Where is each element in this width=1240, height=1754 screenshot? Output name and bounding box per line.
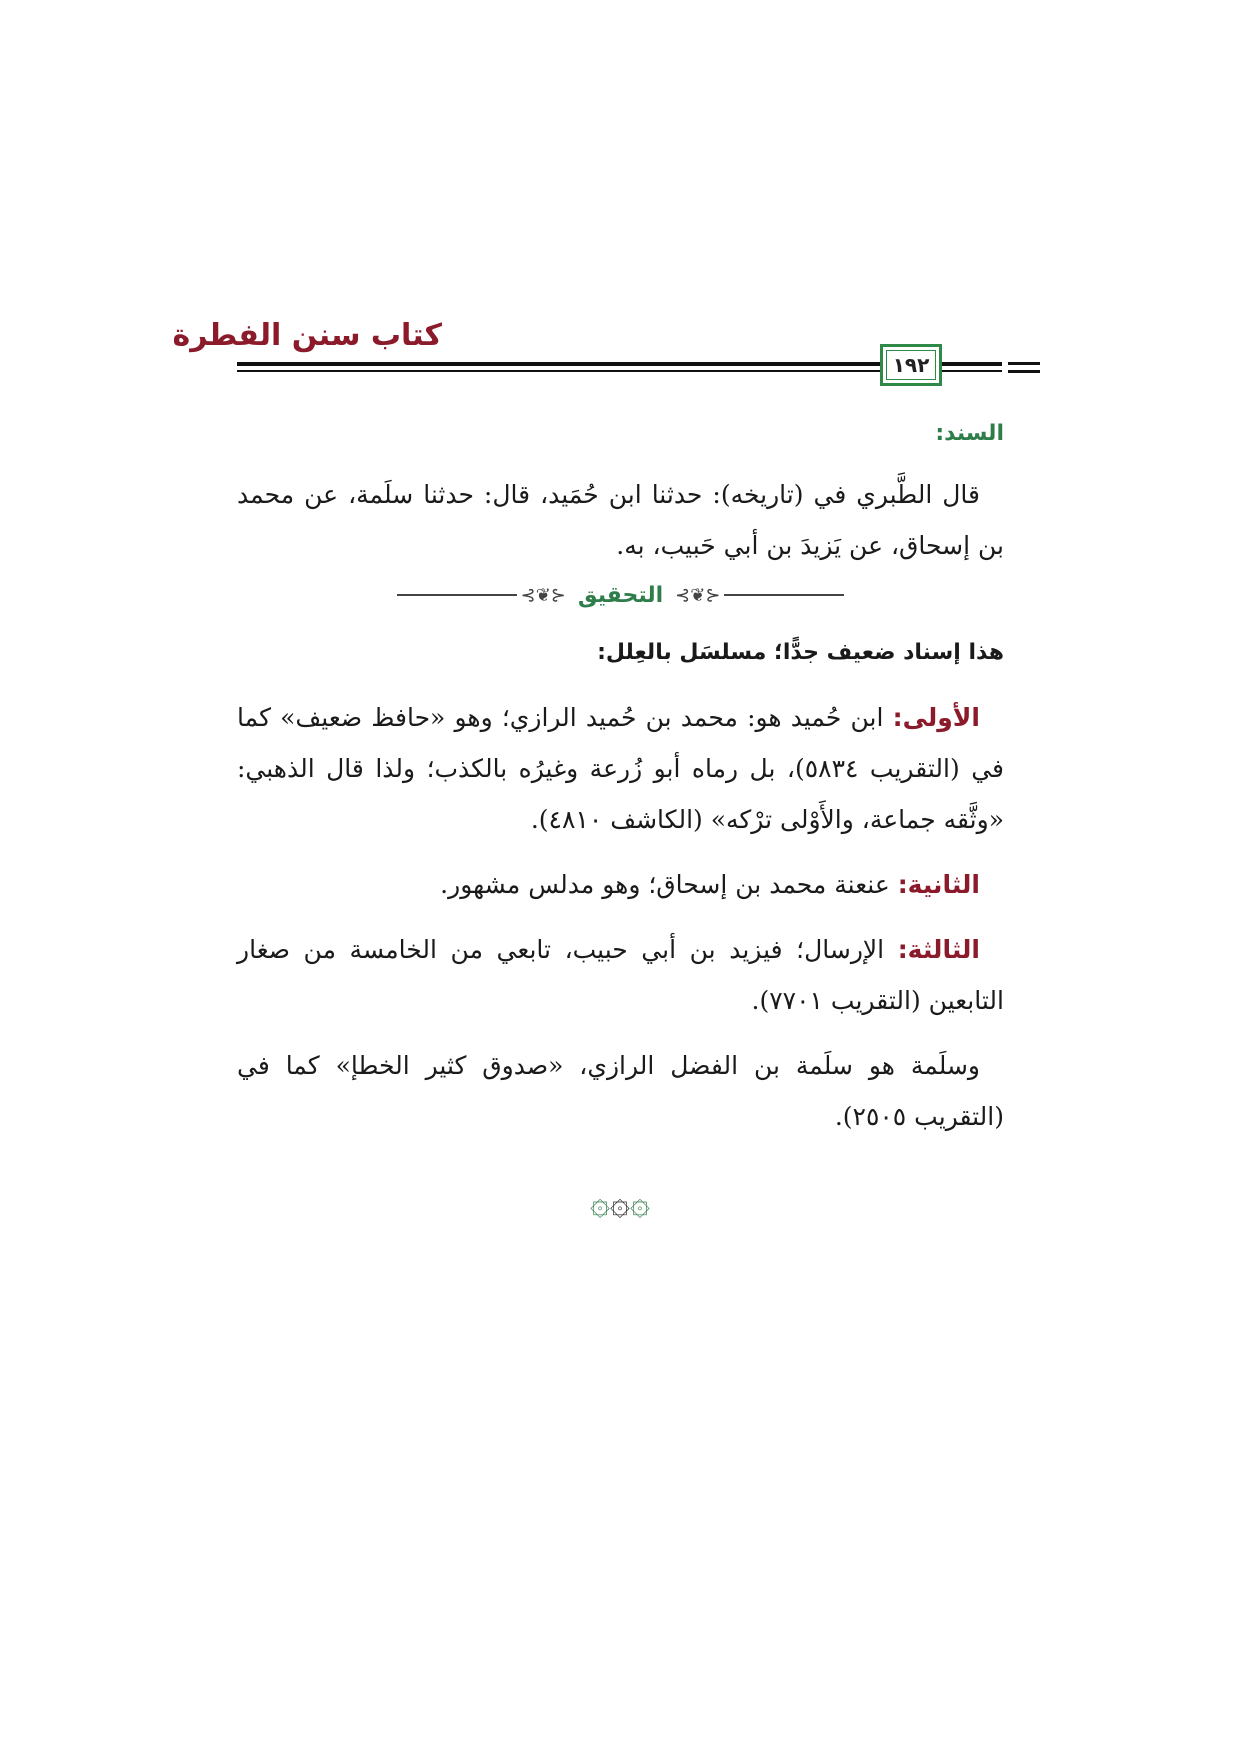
divider-line-left xyxy=(397,594,517,596)
tahqiq-label: التحقيق xyxy=(577,582,664,608)
point-text: الإرسال؛ فيزيد بن أبي حبيب، تابعي من الخامسة من صغار التابعين (التقريب ٧٧٠١). xyxy=(237,935,1004,1015)
scroll-ornament-icon: ⊰❦⊱ xyxy=(675,584,721,606)
point-label: الثانية: xyxy=(897,870,980,899)
note-paragraph: وسلَمة هو سلَمة بن الفضل الرازي، «صدوق كثير الخطإ» كما في (التقريب ٢٥٠٥). xyxy=(237,1051,1004,1131)
header-rule-end xyxy=(1008,362,1040,365)
point-label: الثالثة: xyxy=(897,935,980,964)
sanad-label-row xyxy=(237,408,1004,459)
point-text: ابن حُميد هو: محمد بن حُميد الرازي؛ وهو «حافظ ضعيف» كما في (التقريب ٥٨٣٤)، بل رماه أبو زُرعة وغيرُه بالكذب؛ ولذا قال الذهبي: «وثَّقه جماعة، والأَوْلى ترْكه» (الكاشف ٤٨١٠). xyxy=(237,703,1004,834)
page-number: ١٩٢ xyxy=(892,353,930,377)
point-first xyxy=(237,692,1004,845)
book-title: كتاب سنن الفطرة xyxy=(172,318,442,353)
tahqiq-heading: هذا إسناد ضعيف جدًّا؛ مسلسَل بالعِلل: xyxy=(597,640,1004,665)
header-rule-end-2 xyxy=(1008,370,1040,373)
sanad-text: قال الطَّبري في (تاريخه): حدثنا ابن حُمَيد، قال: حدثنا سلَمة، عن محمد بن إسحاق، عن يَزيدَ بن أبي حَبيب، به. xyxy=(237,480,1004,560)
sanad-label: السند: xyxy=(935,421,1004,446)
point-third xyxy=(237,924,1004,1026)
tahqiq-divider xyxy=(237,573,1004,617)
point-second xyxy=(237,859,1004,910)
point-label: الأولى: xyxy=(892,703,980,732)
point-text: عنعنة محمد بن إسحاق؛ وهو مدلس مشهور. xyxy=(440,870,898,899)
page-number-badge xyxy=(880,344,942,386)
ornament-star-icon: ۞ xyxy=(590,1183,611,1223)
main-content xyxy=(237,408,1004,1142)
divider-line-right xyxy=(724,594,844,596)
ornament-star-icon: ۞ xyxy=(629,1183,650,1223)
ornament-star-icon: ۞ xyxy=(610,1183,630,1223)
scroll-ornament-icon: ⊰❦⊱ xyxy=(520,584,566,606)
end-ornament xyxy=(0,1182,1240,1223)
